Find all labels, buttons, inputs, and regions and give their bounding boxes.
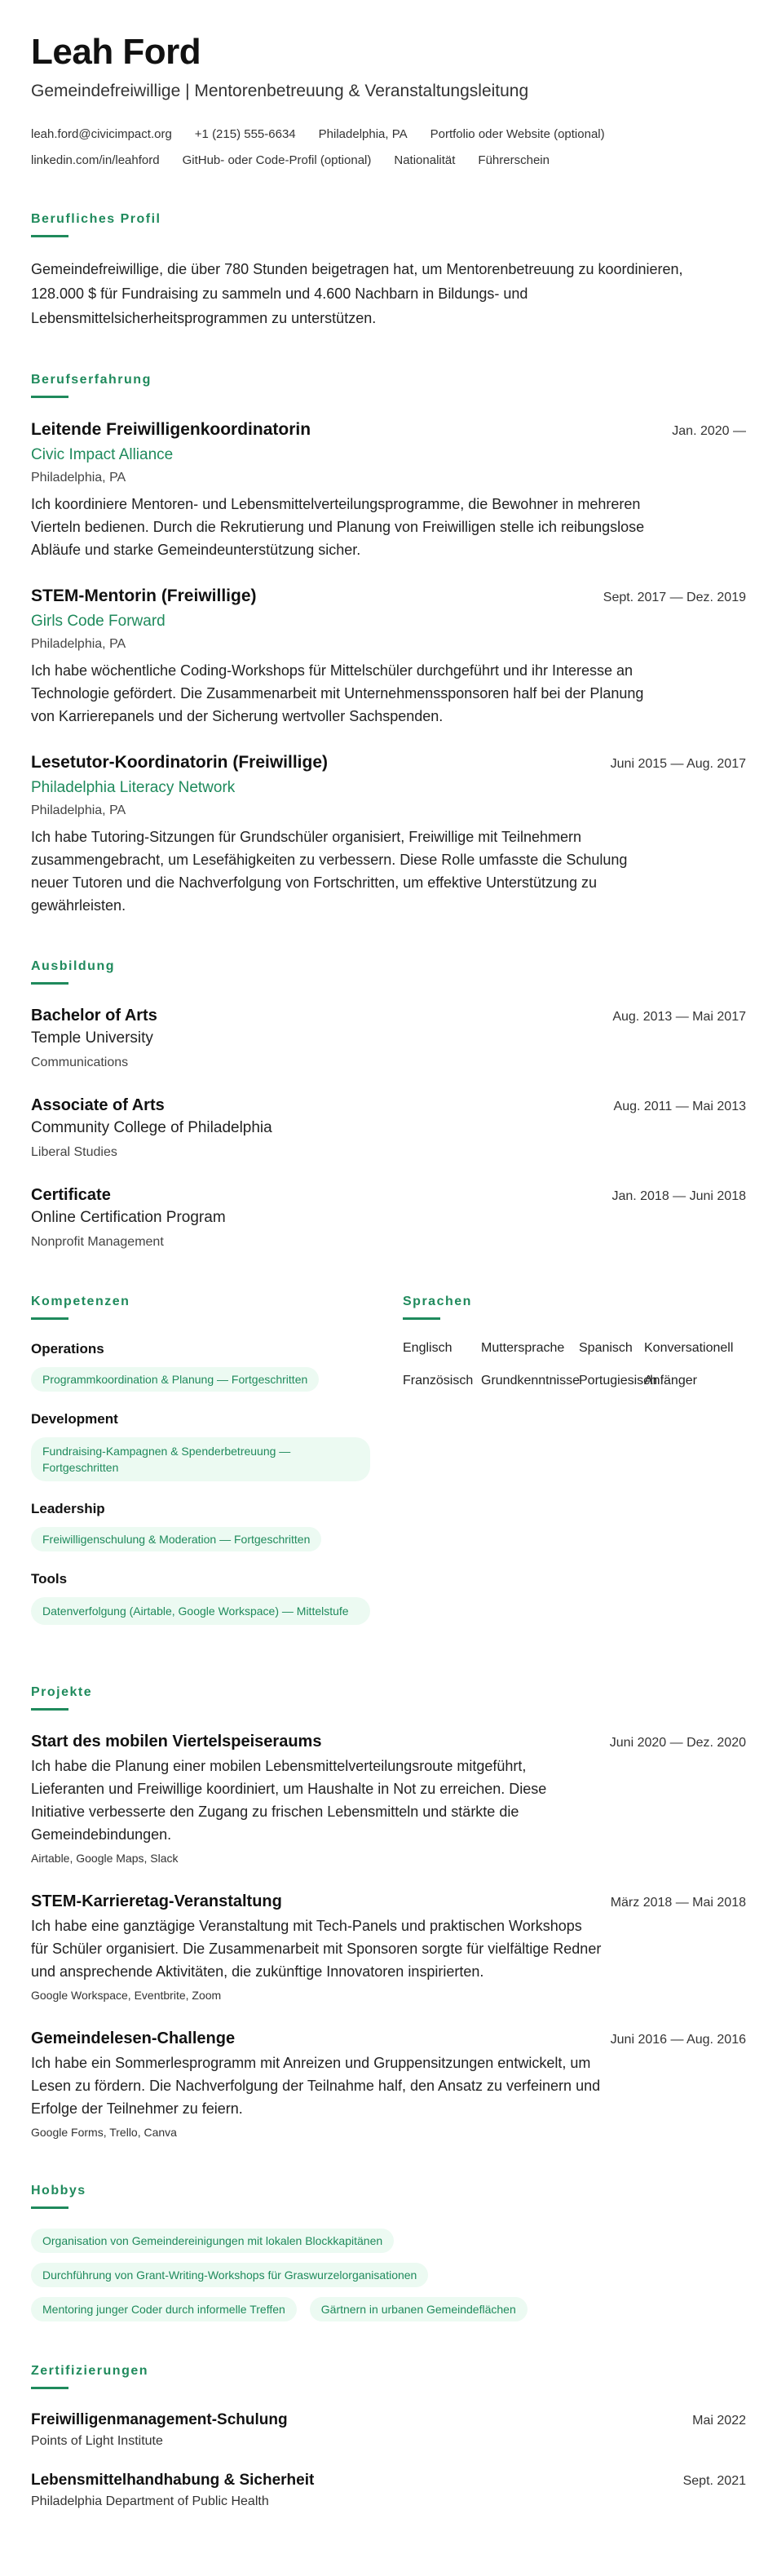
section-title: Sprachen xyxy=(403,1295,472,1308)
job-description: Ich koordiniere Mentoren- und Lebensmittelverteilungsprogramme, die Bewohner in mehreren Vierteln bedienen. Durch die Rekrutierung und Planung von Freiwilligen stelle ich reibungslose Abläufe und starke Gemeindeunterstützung sicher. xyxy=(31,496,645,558)
job-description: Ich habe wöchentliche Coding-Workshops für Mittelschüler durchgeführt und ihr Interesse an Technologie gefördert. Die Zusammenarbeit mit Unternehmenssponsoren half bei der Planung von Karrierepanels und der Sicherung wertvoller Sachspenden. xyxy=(31,662,644,724)
hobby-list xyxy=(31,2229,602,2321)
field-of-study: Liberal Studies xyxy=(31,1145,117,1159)
field-of-study: Nonprofit Management xyxy=(31,1235,164,1249)
skills-section xyxy=(31,1295,370,1643)
contact-license: Führerschein xyxy=(478,153,550,167)
project-description: Ich habe ein Sommerlesprogramm mit Anreizen und Gruppensitzungen entwickelt, um Lesen zu fördern. Die Nachverfolgung der Teilnahme half, den Ansatz zu verfeinern und Erfolge der Teilnehmer zu feiern. xyxy=(31,2055,601,2117)
hobby-chip: Durchführung von Grant-Writing-Workshops für Graswurzelorganisationen xyxy=(31,2263,428,2287)
certification-issuer: Points of Light Institute xyxy=(31,2434,163,2448)
language-name: Spanisch xyxy=(579,1341,633,1355)
job-dates: Jan. 2020 — xyxy=(672,424,746,438)
school: Online Certification Program xyxy=(31,1209,226,1226)
skill-category: Development xyxy=(31,1411,118,1427)
school: Temple University xyxy=(31,1029,153,1047)
candidate-name: Leah Ford xyxy=(31,32,201,72)
skill-chip: Programmkoordination & Planung — Fortgeschritten xyxy=(31,1367,319,1392)
skill-group xyxy=(31,1569,370,1625)
section-underline xyxy=(31,235,68,237)
employer: Civic Impact Alliance xyxy=(31,446,174,463)
experience-item xyxy=(31,418,746,561)
project-tools: Airtable, Google Maps, Slack xyxy=(31,1852,179,1865)
contact-portfolio[interactable]: Portfolio oder Website (optional) xyxy=(430,127,605,141)
certification-date: Sept. 2021 xyxy=(682,2474,746,2488)
project-item xyxy=(31,2027,746,2141)
project-title: Gemeindelesen-Challenge xyxy=(31,2029,236,2047)
education-item xyxy=(31,1094,746,1162)
project-dates: Juni 2020 — Dez. 2020 xyxy=(609,1736,746,1750)
section-underline xyxy=(403,1317,440,1320)
certification-name: Freiwilligenmanagement-Schulung xyxy=(31,2411,288,2428)
job-location: Philadelphia, PA xyxy=(31,637,126,651)
certification-name: Lebensmittelhandhabung & Sicherheit xyxy=(31,2472,315,2489)
certifications-section xyxy=(31,2364,746,2512)
section-underline xyxy=(31,396,68,398)
skill-group xyxy=(31,1499,370,1551)
education-section xyxy=(31,959,746,1252)
education-dates: Aug. 2013 — Mai 2017 xyxy=(612,1010,746,1024)
skills-languages-row xyxy=(31,1295,746,1643)
contact-email[interactable]: leah.ford@civicimpact.org xyxy=(31,127,172,141)
education-dates: Aug. 2011 — Mai 2013 xyxy=(613,1100,746,1113)
contact-phone[interactable]: +1 (215) 555-6634 xyxy=(194,127,296,141)
language-name: Französisch xyxy=(403,1374,474,1388)
section-underline xyxy=(31,2206,68,2209)
certification-issuer: Philadelphia Department of Public Health xyxy=(31,2494,269,2508)
language-level: Grundkenntnisse xyxy=(481,1374,580,1388)
project-description: Ich habe eine ganztägige Veranstaltung mit Tech-Panels und praktischen Workshops für Schüler organisiert. Die Zusammenarbeit mit Sponsoren sorgte für vielfältige Redner und ansprechende Aktivitäten, die zukünftige Innovatoren inspirierten. xyxy=(31,1918,602,1980)
language-level: Muttersprache xyxy=(481,1341,565,1355)
project-dates: März 2018 — Mai 2018 xyxy=(610,1896,746,1910)
section-underline xyxy=(31,982,68,985)
degree: Certificate xyxy=(31,1186,111,1204)
section-title: Zertifizierungen xyxy=(31,2364,149,2378)
education-item xyxy=(31,1004,746,1073)
contact-location: Philadelphia, PA xyxy=(318,127,408,141)
field-of-study: Communications xyxy=(31,1056,129,1069)
section-title: Kompetenzen xyxy=(31,1295,130,1308)
project-tools: Google Forms, Trello, Canva xyxy=(31,2126,177,2139)
contact-list xyxy=(31,126,700,170)
degree: Bachelor of Arts xyxy=(31,1007,157,1025)
contact-nationality: Nationalität xyxy=(394,153,456,167)
contact-github[interactable]: GitHub- oder Code-Profil (optional) xyxy=(182,153,372,167)
project-item xyxy=(31,1730,746,1867)
job-dates: Sept. 2017 — Dez. 2019 xyxy=(603,591,746,604)
hobby-chip: Mentoring junger Coder durch informelle Treffen xyxy=(31,2297,297,2321)
language-name: Portugiesisch xyxy=(579,1374,658,1388)
skill-category: Operations xyxy=(31,1341,104,1357)
skill-chip: Freiwilligenschulung & Moderation — Fortgeschritten xyxy=(31,1527,321,1551)
employer: Philadelphia Literacy Network xyxy=(31,779,236,796)
resume-header xyxy=(31,31,746,170)
profile-summary: Gemeindefreiwillige, die über 780 Stunden beigetragen hat, um Mentorenbetreuung zu koordinieren, 128.000 $ für Fundraising zu sammeln und 4.600 Nachbarn in Bildungs- und Lebensmittelsicherheitsprogrammen zu unterstützen. xyxy=(31,261,683,326)
skill-group xyxy=(31,1410,370,1481)
skill-chip: Fundraising-Kampagnen & Spenderbetreuung — Fortgeschritten xyxy=(31,1437,370,1481)
education-dates: Jan. 2018 — Juni 2018 xyxy=(611,1189,746,1203)
language-level: Anfänger xyxy=(644,1374,697,1388)
job-title: Lesetutor-Koordinatorin (Freiwillige) xyxy=(31,753,329,772)
experience-section xyxy=(31,373,746,917)
certification-item xyxy=(31,2469,746,2512)
profile-section xyxy=(31,212,746,330)
section-title: Hobbys xyxy=(31,2184,86,2198)
project-item xyxy=(31,1890,746,2004)
project-description: Ich habe die Planung einer mobilen Lebensmittelverteilungsroute mitgeführt, Lieferanten und Freiwillige koordiniert, um Haushalte in Not zu erreichen. Diese Initiative verbesserte den Zugang zu frischen Lebensmitteln und stärkte die Gemeindebindungen. xyxy=(31,1758,547,1843)
skill-chip: Datenverfolgung (Airtable, Google Workspace) — Mittelstufe xyxy=(31,1597,370,1625)
certification-item xyxy=(31,2409,746,2451)
hobbies-section xyxy=(31,2184,746,2321)
projects-section xyxy=(31,1685,746,2141)
job-description: Ich habe Tutoring-Sitzungen für Grundschüler organisiert, Freiwillige mit Teilnehmern zusammengebracht, um Lesefähigkeiten zu verbessern. Diese Rolle umfasste die Schulung neuer Tutoren und die Nachverfolgung von Fortschritten, um effektive Unterstützung zu gewährleisten. xyxy=(31,829,628,914)
project-dates: Juni 2016 — Aug. 2016 xyxy=(610,2033,746,2047)
skill-group xyxy=(31,1339,370,1392)
project-title: STEM-Karrieretag-Veranstaltung xyxy=(31,1892,282,1910)
job-title: Leitende Freiwilligenkoordinatorin xyxy=(31,420,311,439)
job-location: Philadelphia, PA xyxy=(31,471,126,485)
language-grid xyxy=(403,1339,750,1390)
employer: Girls Code Forward xyxy=(31,613,166,630)
section-title: Ausbildung xyxy=(31,959,115,973)
section-underline xyxy=(31,1317,68,1320)
education-item xyxy=(31,1184,746,1252)
hobby-chip: Organisation von Gemeindereinigungen mit lokalen Blockkapitänen xyxy=(31,2229,394,2253)
experience-item xyxy=(31,750,746,917)
job-title: STEM-Mentorin (Freiwillige) xyxy=(31,586,257,605)
contact-linkedin[interactable]: linkedin.com/in/leahford xyxy=(31,153,160,167)
language-name: Englisch xyxy=(403,1341,453,1355)
project-title: Start des mobilen Viertelspeiseraums xyxy=(31,1733,322,1751)
experience-item xyxy=(31,584,746,728)
section-underline xyxy=(31,1708,68,1711)
job-location: Philadelphia, PA xyxy=(31,803,126,817)
section-underline xyxy=(31,2387,68,2389)
section-title: Projekte xyxy=(31,1685,93,1699)
languages-section xyxy=(403,1295,750,1643)
skill-category: Tools xyxy=(31,1571,68,1587)
project-tools: Google Workspace, Eventbrite, Zoom xyxy=(31,1989,222,2002)
headline: Gemeindefreiwillige | Mentorenbetreuung & Veranstaltungsleitung xyxy=(31,82,529,100)
school: Community College of Philadelphia xyxy=(31,1119,272,1136)
skill-category: Leadership xyxy=(31,1501,105,1516)
section-title: Berufserfahrung xyxy=(31,373,152,387)
hobby-chip: Gärtnern in urbanen Gemeindeflächen xyxy=(310,2297,528,2321)
language-level: Konversationell xyxy=(644,1341,734,1355)
section-title: Berufliches Profil xyxy=(31,212,161,226)
job-dates: Juni 2015 — Aug. 2017 xyxy=(610,757,746,771)
certification-date: Mai 2022 xyxy=(692,2414,746,2428)
degree: Associate of Arts xyxy=(31,1096,165,1114)
